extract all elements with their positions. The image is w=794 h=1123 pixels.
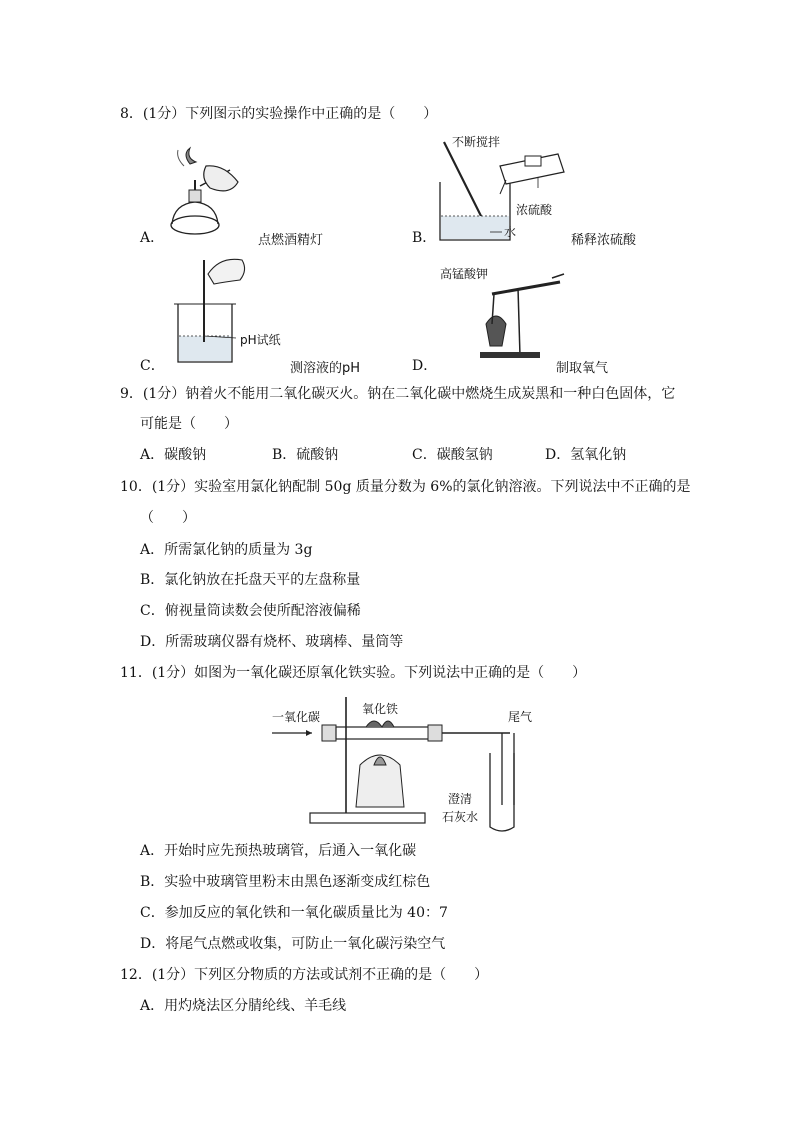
oxygen-prep-figure [440,264,570,364]
q9-option-d: D．氢氧化钠 [545,447,627,463]
q11-option-a: A．开始时应先预热玻璃管，后通入一氧化碳 [140,843,417,859]
dilute-acid-figure [430,132,580,244]
q9-option-a: A．碳酸钠 [140,447,207,463]
q9-stem-line2: 可能是（ ） [140,416,238,432]
q11-stem: 11．(1分）如图为一氧化碳还原氧化铁实验。下列说法中正确的是（ ） [120,665,587,681]
q10-option-d: D．所需玻璃仪器有烧杯、玻璃棒、量筒等 [140,634,404,650]
q10-option-c: C．俯视量筒读数会使所配溶液偏稀 [140,603,361,619]
q8-option-b-letter: B． [412,230,437,246]
q8-option-a-caption: 点燃酒精灯 [258,233,324,248]
ph-paper-label: pH试纸 [240,333,281,347]
stir-label: 不断搅拌 [452,135,501,149]
q8-option-a-letter: A． [140,230,165,246]
q8-option-d-caption: 制取氧气 [556,361,609,376]
water-label: 水 [504,225,517,239]
fe2o3-label: 氧化铁 [362,702,399,716]
q12-stem: 12．(1分）下列区分物质的方法或试剂不正确的是（ ） [120,967,489,983]
q11-option-d: D．将尾气点燃或收集，可防止一氧化碳污染空气 [140,936,446,952]
q11-option-c: C．参加反应的氧化铁和一氧化碳质量比为 40：7 [140,905,448,921]
tail-gas-label: 尾气 [508,710,533,724]
q11-option-b: B．实验中玻璃管里粉末由黑色逐渐变成红棕色 [140,874,431,890]
q8-option-c-letter: C． [140,358,165,374]
q10-option-b: B．氯化钠放在托盘天平的左盘称量 [140,572,361,588]
q8-option-c-caption: 测溶液的pH [290,361,361,376]
co-label: 一氧化碳 [272,710,321,724]
limewater-label-2: 石灰水 [442,810,479,824]
q8-option-d-letter: D． [412,358,438,374]
q12-option-a: A．用灼烧法区分腈纶线、羊毛线 [140,998,347,1014]
limewater-label-1: 澄清 [448,792,473,806]
acid-label: 浓硫酸 [516,203,553,217]
q9-option-b: B．硫酸钠 [272,447,339,463]
co-reduction-figure [270,695,550,835]
q8-stem: 8．(1分）下列图示的实验操作中正确的是（ ） [120,106,438,122]
kmno4-label: 高锰酸钾 [440,267,489,281]
q10-stem-line2: （ ） [140,510,196,526]
q10-option-a: A．所需氯化钠的质量为 3g [140,542,313,558]
q10-stem-line1: 10．(1分）实验室用氯化钠配制 50g 质量分数为 6%的氯化钠溶液。下列说法中不正确的是 [120,479,691,495]
q9-option-c: C．碳酸氢钠 [412,447,493,463]
ph-test-figure [170,254,290,364]
q8-option-b-caption: 稀释浓硫酸 [571,233,637,248]
q9-stem-line1: 9．(1分）钠着火不能用二氧化碳灭火。钠在二氧化碳中燃烧生成炭黑和一种白色固体，它 [120,386,676,402]
alcohol-lamp-figure [160,152,245,244]
